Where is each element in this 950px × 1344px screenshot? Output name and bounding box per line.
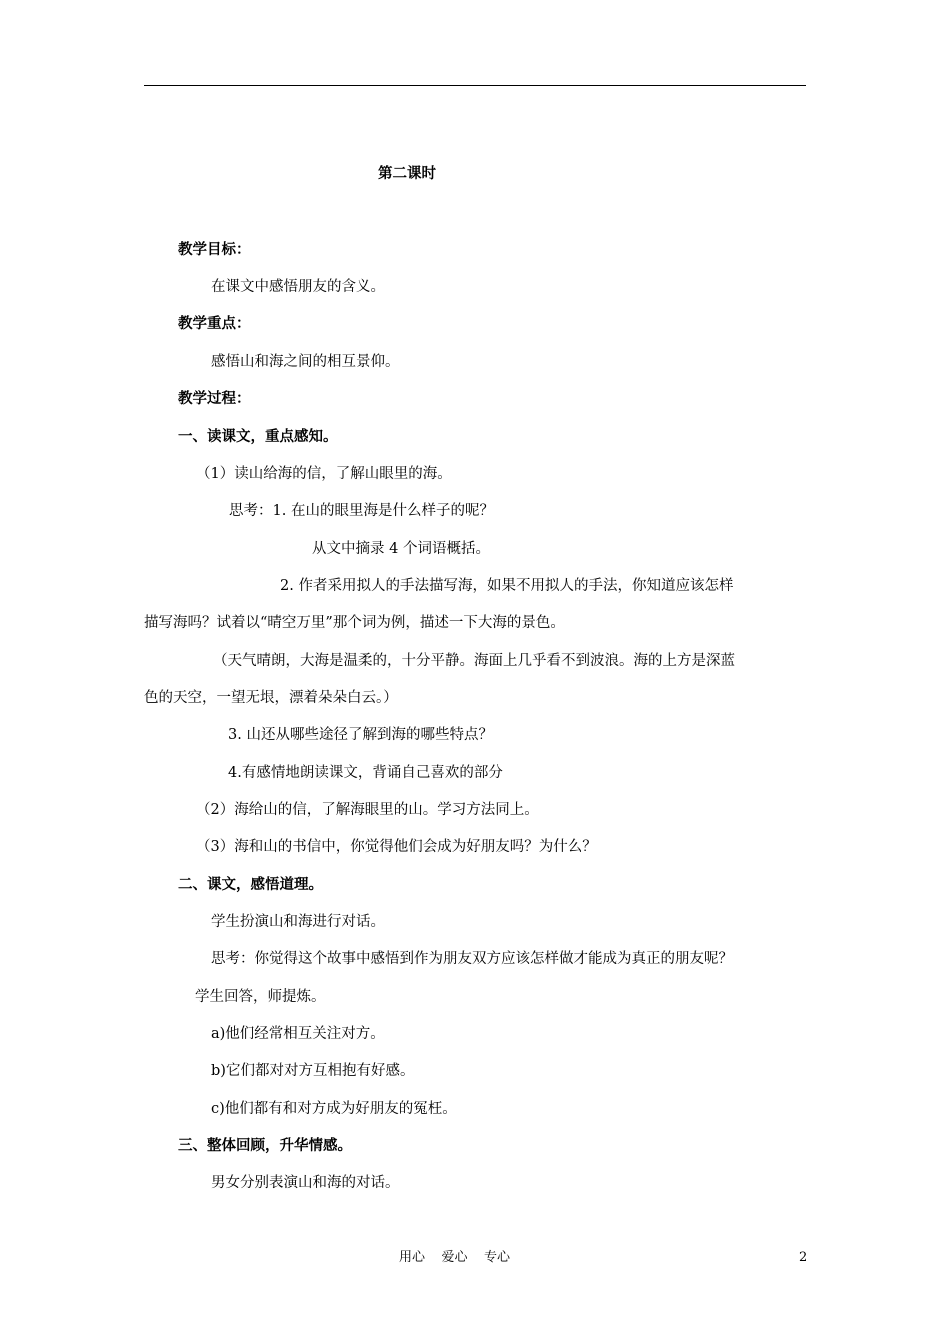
teaching-focus-heading: 教学重点： xyxy=(178,315,251,332)
page-number: 2 xyxy=(799,1250,808,1265)
teaching-process-heading: 教学过程： xyxy=(178,390,251,407)
header-rule xyxy=(144,85,806,86)
section2-answer-b: b)它们都对对方互相抱有好感。 xyxy=(211,1063,415,1079)
section2-heading: 二、课文，感悟道理。 xyxy=(178,876,323,893)
section2-answer-a: a)他们经常相互关注对方。 xyxy=(211,1026,385,1042)
section1-answer-line1: （天气晴朗，大海是温柔的，十分平静。海面上几乎看不到波浪。海的上方是深蓝 xyxy=(213,653,735,669)
section1-think3: 3. 山还从哪些途径了解到海的哪些特点？ xyxy=(228,727,493,743)
section1-item1: （1）读山给海的信，了解山眼里的海。 xyxy=(196,466,452,482)
section2-answer-c: c)他们都有和对方成为好朋友的冤枉。 xyxy=(211,1101,457,1117)
section2-think: 思考：你觉得这个故事中感悟到作为朋友双方应该怎样做才能成为真正的朋友呢？ xyxy=(211,951,733,967)
section2-answer-intro: 学生回答，师提炼。 xyxy=(195,989,326,1005)
section3-line1: 男女分别表演山和海的对话。 xyxy=(211,1175,400,1191)
section1-think1: 思考：1. 在山的眼里海是什么样子的呢？ xyxy=(229,503,494,519)
section1-think2-line2: 描写海吗？试着以“晴空万里”那个词为例，描述一下大海的景色。 xyxy=(144,615,565,631)
section1-heading: 一、读课文，重点感知。 xyxy=(178,428,338,445)
section1-think1-sub: 从文中摘录 4 个词语概括。 xyxy=(312,541,490,557)
section1-think2-line1: 2. 作者采用拟人的手法描写海，如果不用拟人的手法，你知道应该怎样 xyxy=(280,578,734,594)
section1-item3: （3）海和山的书信中，你觉得他们会成为好朋友吗？为什么？ xyxy=(196,839,597,855)
section1-think4: 4.有感情地朗读课文，背诵自己喜欢的部分 xyxy=(228,765,503,781)
section2-line1: 学生扮演山和海进行对话。 xyxy=(211,914,385,930)
section1-item2: （2）海给山的信，了解海眼里的山。学习方法同上。 xyxy=(196,802,539,818)
teaching-focus-text: 感悟山和海之间的相互景仰。 xyxy=(211,354,400,370)
teaching-goal-heading: 教学目标： xyxy=(178,241,251,258)
teaching-goal-text: 在课文中感悟朋友的含义。 xyxy=(211,279,385,295)
footer-slogan: 用心 爱心 专心 xyxy=(399,1250,511,1265)
section1-answer-line2: 色的天空，一望无垠，漂着朵朵白云。） xyxy=(144,690,398,706)
lesson-title: 第二课时 xyxy=(378,165,436,182)
section3-heading: 三、整体回顾，升华情感。 xyxy=(178,1137,352,1154)
